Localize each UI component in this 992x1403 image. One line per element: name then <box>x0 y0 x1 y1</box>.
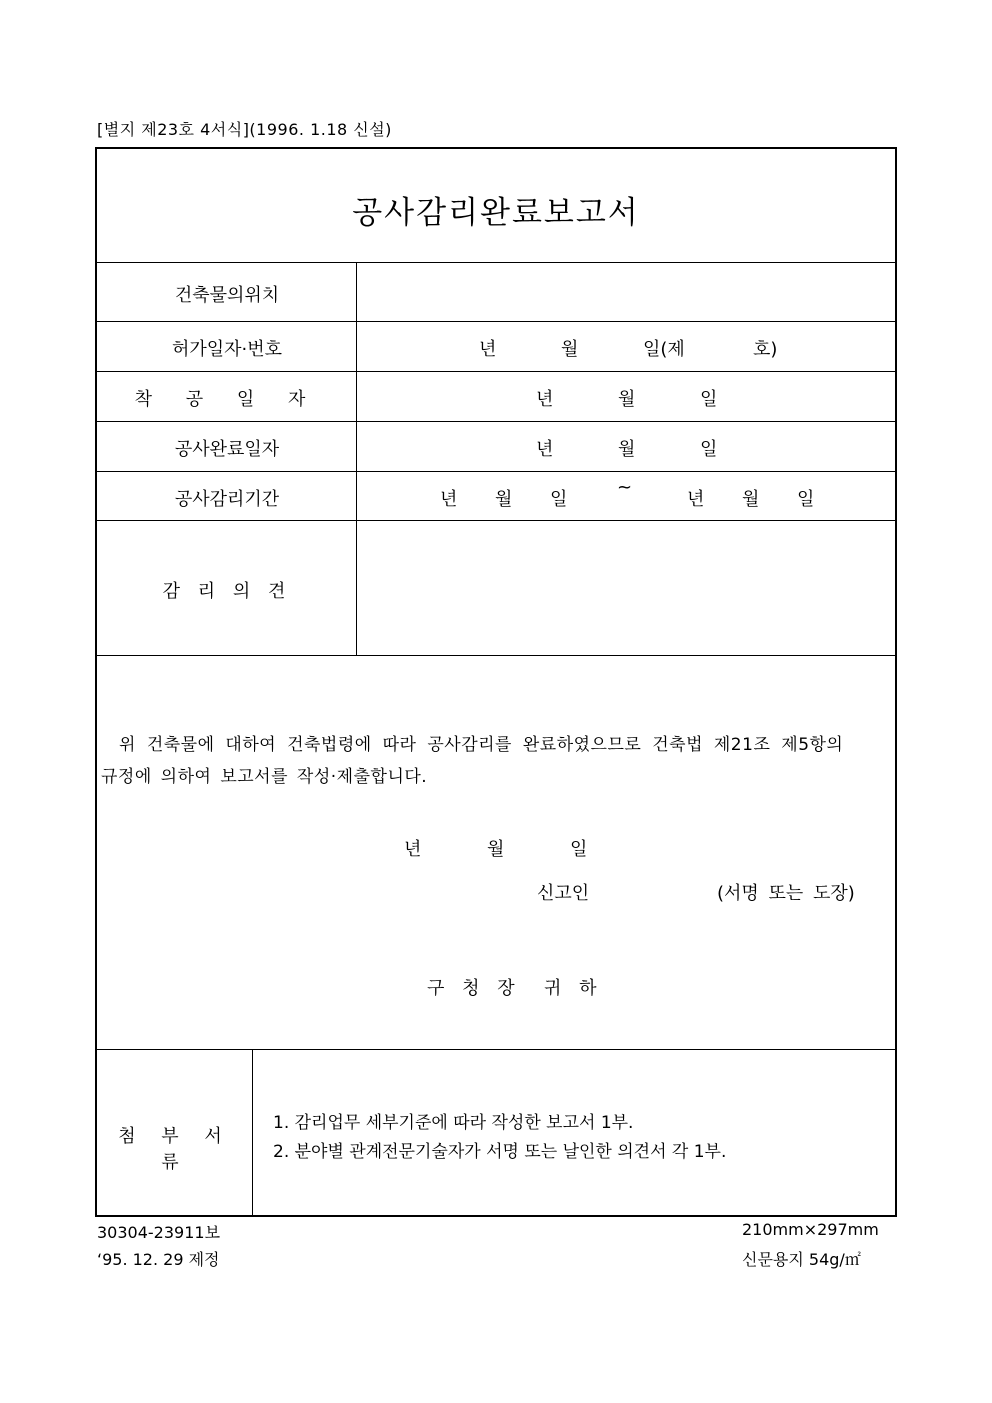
paper-size: 210mm×297mm <box>742 1220 879 1239</box>
recipient: 구 청 장 귀 하 <box>427 978 603 999</box>
paper-type: 신문용지 54g/㎡ <box>742 1250 861 1269</box>
completion-month: 월 <box>618 439 636 460</box>
divider <box>97 421 895 422</box>
period-end-month: 월 <box>742 489 760 510</box>
report-month: 월 <box>487 839 505 860</box>
divider <box>97 520 895 521</box>
period-start-month: 월 <box>495 489 513 510</box>
reporter-label: 신고인 <box>537 883 590 904</box>
form-frame <box>95 147 897 1217</box>
completion-day: 일 <box>700 439 718 460</box>
start-date-label: 착 공 일 자 <box>134 389 320 410</box>
start-day: 일 <box>700 389 718 410</box>
report-year: 년 <box>404 839 422 860</box>
divider <box>97 262 895 263</box>
completion-year: 년 <box>536 439 554 460</box>
enactment-date: ‘95. 12. 29 제정 <box>97 1250 220 1269</box>
permit-ho: 호) <box>753 339 778 360</box>
permit-month: 월 <box>561 339 579 360</box>
statement-line-1: 위 건축물에 대하여 건축법령에 따라 공사감리를 완료하였으므로 건축법 제21조 제5항의 <box>119 735 844 755</box>
permit-year: 년 <box>479 339 497 360</box>
completion-date-label: 공사완료일자 <box>174 439 280 460</box>
divider <box>97 371 895 372</box>
divider <box>97 471 895 472</box>
divider <box>97 655 895 656</box>
attachment-item-2: 2. 분야별 관계전문기술자가 서명 또는 날인한 의견서 각 1부. <box>273 1142 727 1162</box>
period-tilde: ~ <box>617 477 633 498</box>
form-title: 공사감리완료보고서 <box>352 195 640 231</box>
signature-note: (서명 또는 도장) <box>717 883 855 904</box>
location-label: 건축물의위치 <box>174 285 280 306</box>
period-start-day: 일 <box>550 489 568 510</box>
opinion-label: 감 리 의 견 <box>162 581 292 602</box>
attachment-item-1: 1. 감리업무 세부기준에 따라 작성한 보고서 1부. <box>273 1113 634 1133</box>
period-end-year: 년 <box>687 489 705 510</box>
start-month: 월 <box>618 389 636 410</box>
attachments-label: 첨 부 서 류 <box>118 1126 232 1173</box>
report-day: 일 <box>570 839 588 860</box>
permit-day-no: 일(제 <box>643 339 685 360</box>
statement-line-2: 규정에 의하여 보고서를 작성·제출합니다. <box>101 767 428 787</box>
period-start-year: 년 <box>440 489 458 510</box>
form-code: 30304-23911보 <box>97 1223 221 1242</box>
permit-label: 허가일자·번호 <box>171 339 283 360</box>
period-end-day: 일 <box>797 489 815 510</box>
divider <box>97 321 895 322</box>
supervision-period-label: 공사감리기간 <box>174 489 280 510</box>
form-number-note: [별지 제23호 4서식](1996. 1.18 신설) <box>97 120 392 139</box>
divider <box>97 1049 895 1050</box>
start-year: 년 <box>536 389 554 410</box>
